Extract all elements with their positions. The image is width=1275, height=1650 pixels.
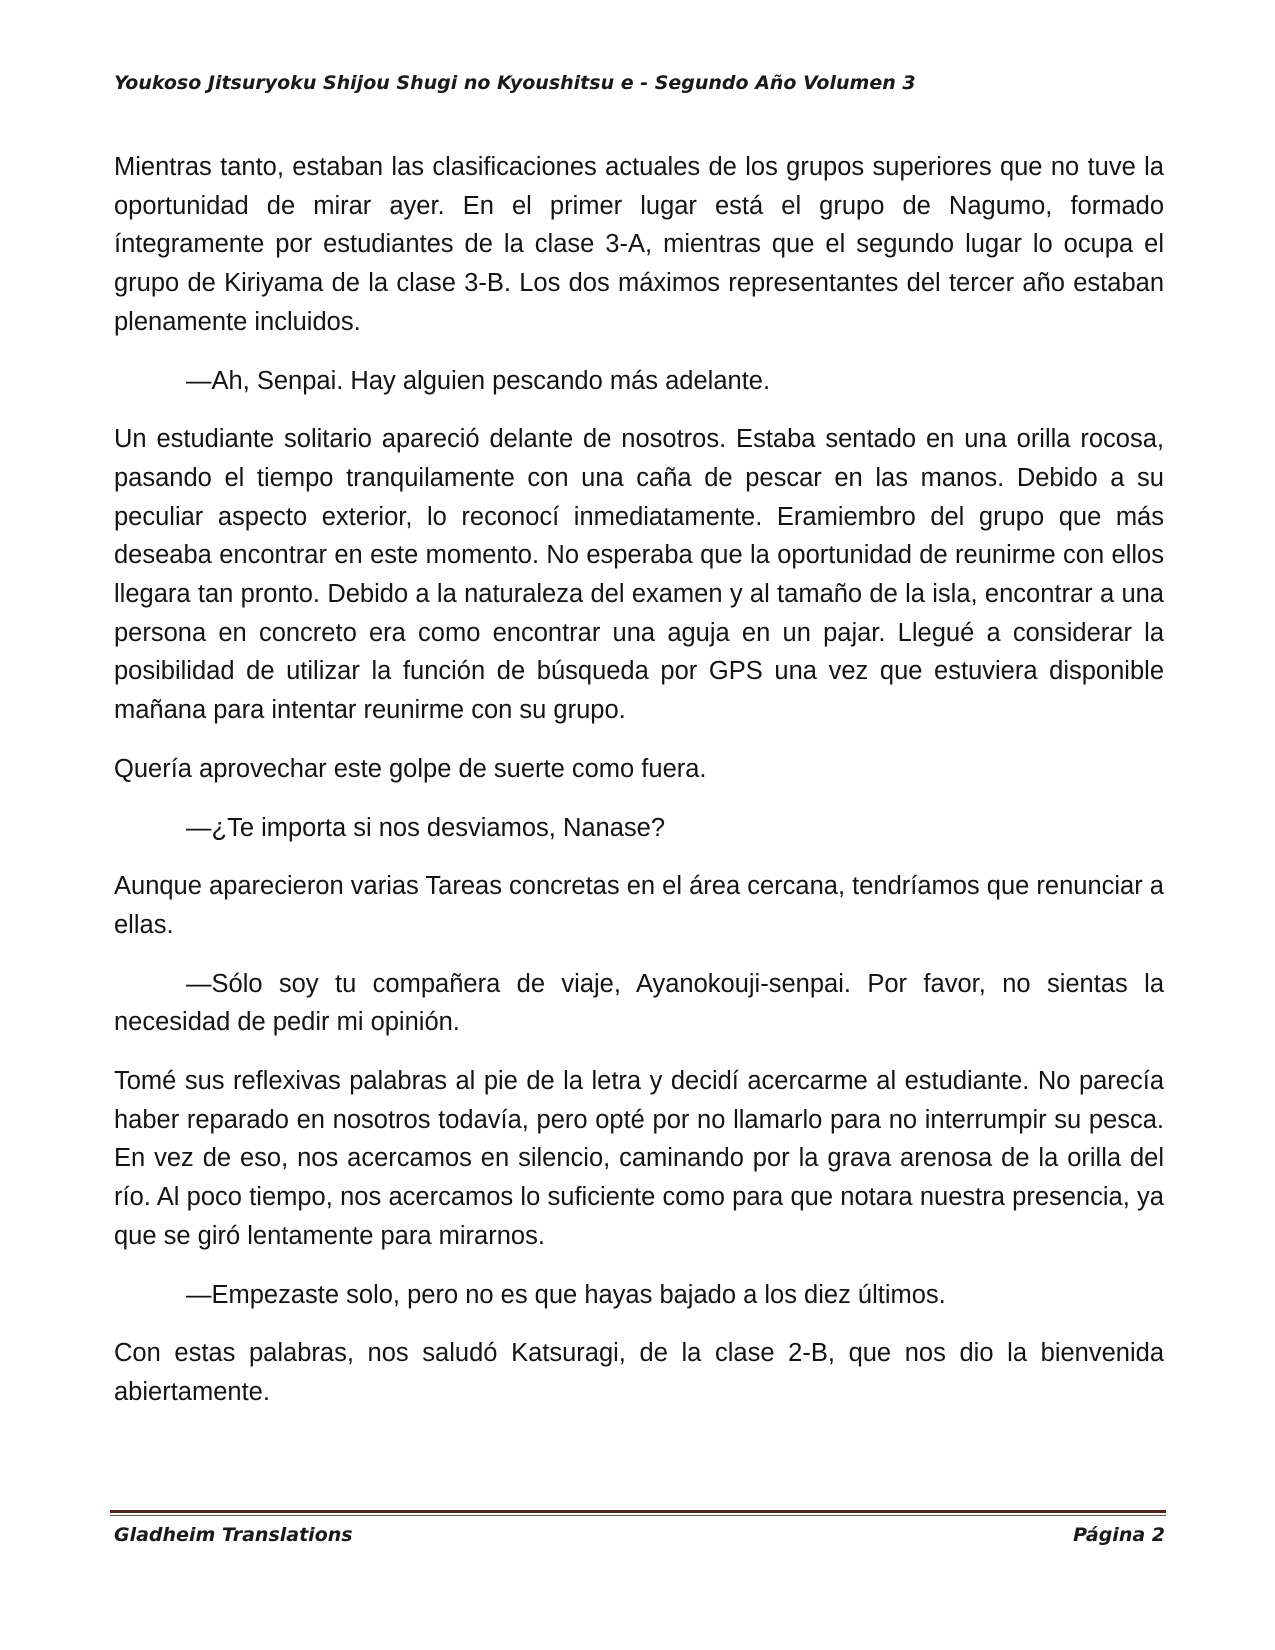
page-body	[114, 148, 1164, 1432]
paragraph: Quería aprovechar este golpe de suerte como fuera.	[114, 754, 707, 783]
dialogue-line: —Empezaste solo, pero no es que hayas bajado a los diez últimos.	[186, 1280, 946, 1309]
paragraph: Mientras tanto, estaban las clasificaciones actuales de los grupos superiores que no tuve la oportunidad de mirar ayer. En el primer lugar está el grupo de Nagumo, formado íntegramente por estudiantes de la clase 3-A, mientras que el segundo lugar lo ocupa el grupo de Kiriyama de la clase 3-B. Los dos máximos representantes del tercer año estaban plenamente incluidos.	[114, 153, 1164, 336]
paragraph: Con estas palabras, nos saludó Katsuragi, de la clase 2-B, que nos dio la bienvenida abiertamente.	[114, 1339, 1164, 1406]
page-number: Página 2	[1073, 1524, 1165, 1546]
footer-divider	[110, 1510, 1166, 1513]
dialogue-line: —Ah, Senpai. Hay alguien pescando más adelante.	[186, 366, 771, 395]
footer-credit: Gladheim Translations	[114, 1524, 353, 1546]
dialogue-line: —¿Te importa si nos desviamos, Nanase?	[186, 813, 666, 842]
paragraph: Un estudiante solitario apareció delante de nosotros. Estaba sentado en una orilla rocosa, pasando el tiempo tranquilamente con una caña de pescar en las manos. Debido a su peculiar aspecto exterior, lo reconocí inmediatamente. Eramiembro del grupo que más deseaba encontrar en este momento. No esperaba que la oportunidad de reunirme con ellos llegara tan pronto. Debido a la naturaleza del examen y al tamaño de la isla, encontrar a una persona en concreto era como encontrar una aguja en un pajar. Llegué a considerar la posibilidad de utilizar la función de búsqueda por GPS una vez que estuviera disponible mañana para intentar reunirme con su grupo.	[114, 425, 1164, 725]
running-header: Youkoso Jitsuryoku Shijou Shugi no Kyoushitsu e - Segundo Año Volumen 3	[114, 72, 916, 94]
paragraph: Tomé sus reflexivas palabras al pie de la letra y decidí acercarme al estudiante. No parecía haber reparado en nosotros todavía, pero opté por no llamarlo para no interrumpir su pesca. En vez de eso, nos acercamos en silencio, caminando por la grava arenosa de la orilla del río. Al poco tiempo, nos acercamos lo suficiente como para que notara nuestra presencia, ya que se giró lentamente para mirarnos.	[114, 1067, 1164, 1250]
dialogue-line: —Sólo soy tu compañera de viaje, Ayanokouji-senpai. Por favor, no sientas la necesidad de pedir mi opinión.	[114, 969, 1164, 1037]
paragraph: Aunque aparecieron varias Tareas concretas en el área cercana, tendríamos que renunciar a ellas.	[114, 872, 1164, 939]
footer-divider-thin	[110, 1515, 1166, 1516]
